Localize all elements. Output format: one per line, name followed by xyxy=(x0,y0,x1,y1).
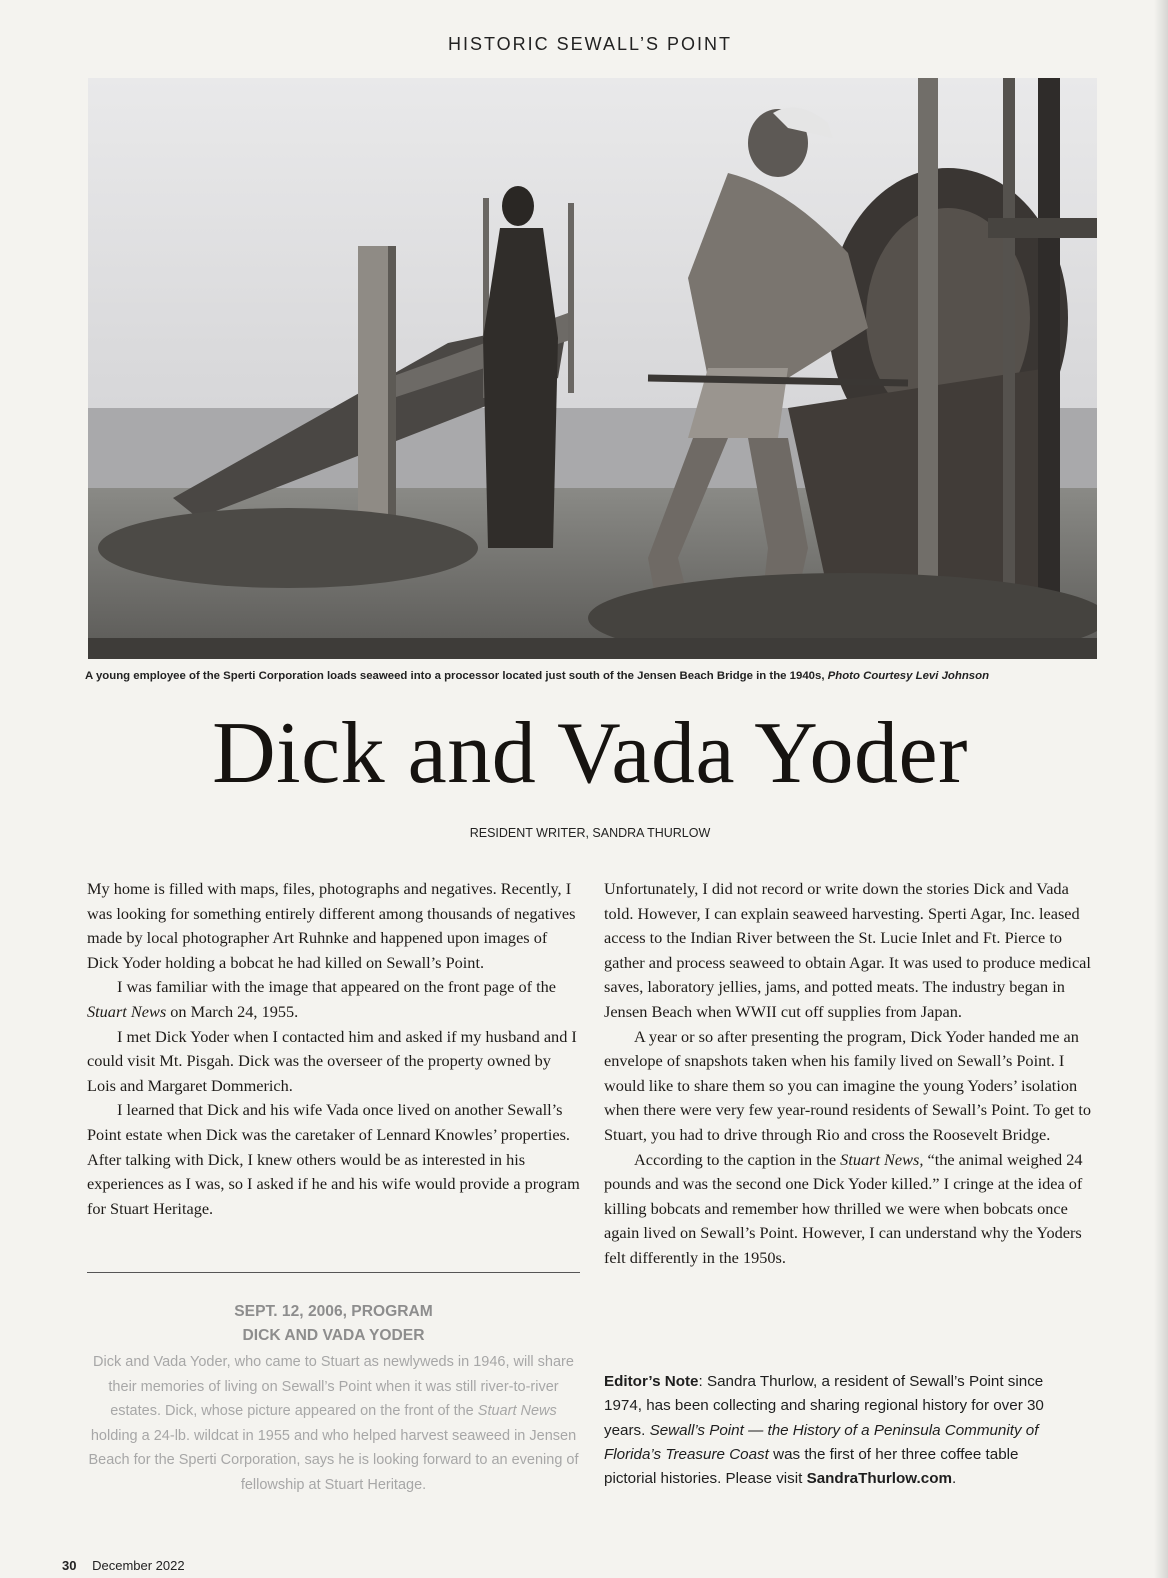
section-header: HISTORIC SEWALL’S POINT xyxy=(447,34,733,54)
publication-name: Stuart News, xyxy=(840,1149,924,1169)
paragraph: A year or so after presenting the program, Dick Yoder handed me an envelope of snapshots taken when his family lived on Sewall’s Point. I would like to share them so you can imagine the young Yoders’ isolation when there were very few year-round residents of Sewall’s Point. To get to Stuart, you had to drive through Rio and cross the Roosevelt Bridge. xyxy=(604,1026,1091,1144)
program-date: SEPT. 12, 2006, PROGRAM xyxy=(234,1303,433,1320)
divider xyxy=(87,1272,580,1273)
page-number: 30 xyxy=(62,1558,77,1573)
paragraph: I learned that Dick and his wife Vada once lived on another Sewall’s Point estate when Dick was the caretaker of Lennard Knowles’ properties. After talking with Dick, I knew others would be as interested in his experiences as I was, so I asked if he and his wife would provide a program for Stuart Heritage. xyxy=(87,1100,580,1218)
editor-note-label: Editor’s Note xyxy=(604,1373,699,1390)
book-title: Sewall’s Point — the History of a Peninsula Community of Florida’s Treasure Coast xyxy=(604,1421,1039,1463)
photo-caption xyxy=(85,670,1095,682)
website-link[interactable]: SandraThurlow.com xyxy=(806,1470,953,1488)
publication-name: Stuart News xyxy=(477,1403,557,1419)
paragraph: I met Dick Yoder when I contacted him and asked if my husband and I could visit Mt. Pisgah. Dick was the overseer of the property owned by Lois and Margaret Dommerich. xyxy=(87,1026,577,1095)
program-description: Dick and Vada Yoder, who came to Stuart as newlyweds in 1946, will share their memories of living on Sewall’s Point when it was still river-to-river estates. Dick, whose picture appeared on the front of the Stuart News holding a 24-lb. wildcat in 1955 and who helped harvest seaweed in Jensen Beach for the Sperti Corporation, says he is looking forward to an evening of fellowship at Stuart Heritage. xyxy=(88,1354,579,1493)
program-box xyxy=(87,1300,580,1497)
article-title: Dick and Vada Yoder xyxy=(212,705,968,802)
caption-text: A young employee of the Sperti Corporation loads seaweed into a processor located just south of the Jensen Beach Bridge in the 1940s, xyxy=(85,670,825,682)
editor-note: Editor’s Note: Sandra Thurlow, a resident of Sewall’s Point since 1974, has been collecting and sharing regional history for over 30 years. Sewall’s Point — the History of a Peninsula Community of Florida’s Treasure Coast was the first of her three coffee table pictorial histories. Please visit SandraThurlow.com. xyxy=(604,1373,1044,1488)
page-footer xyxy=(62,1558,185,1573)
program-title: DICK AND VADA YODER xyxy=(242,1327,425,1344)
historic-photo xyxy=(88,78,1097,659)
photo-credit: Photo Courtesy Levi Johnson xyxy=(827,670,990,682)
paragraph: According to the caption in the Stuart News, “the animal weighed 24 pounds and was the second one Dick Yoder killed.” I cringe at the idea of killing bobcats and remember how thrilled we were when bobcats once again lived on Sewall’s Point. However, I can understand why the Yoders felt differently in the 1950s. xyxy=(604,1149,1083,1267)
byline: RESIDENT WRITER, SANDRA THURLOW xyxy=(469,826,711,840)
paragraph: Unfortunately, I did not record or write down the stories Dick and Vada told. However, I can explain seaweed harvesting. Sperti Agar, Inc. leased access to the Indian River between the St. Lucie Inlet and Ft. Pierce to gather and process seaweed to obtain Agar. It was used to produce medical saves, laboratory jellies, jams, and potted meats. The industry began in Jensen Beach when WWII cut off supplies from Japan. xyxy=(604,879,1091,1021)
issue-date: December 2022 xyxy=(92,1558,185,1573)
article-right-column xyxy=(604,877,1101,1271)
paragraph: My home is filled with maps, files, photographs and negatives. Recently, I was looking for something entirely different among thousands of negatives made by local photographer Art Ruhnke and happened upon images of Dick Yoder holding a bobcat he had killed on Sewall’s Point. xyxy=(87,879,576,972)
publication-name: Stuart News xyxy=(87,1001,167,1021)
article-left-column xyxy=(87,877,580,1221)
paragraph: I was familiar with the image that appeared on the front page of the Stuart News on March 24, 1955. xyxy=(87,977,556,1021)
